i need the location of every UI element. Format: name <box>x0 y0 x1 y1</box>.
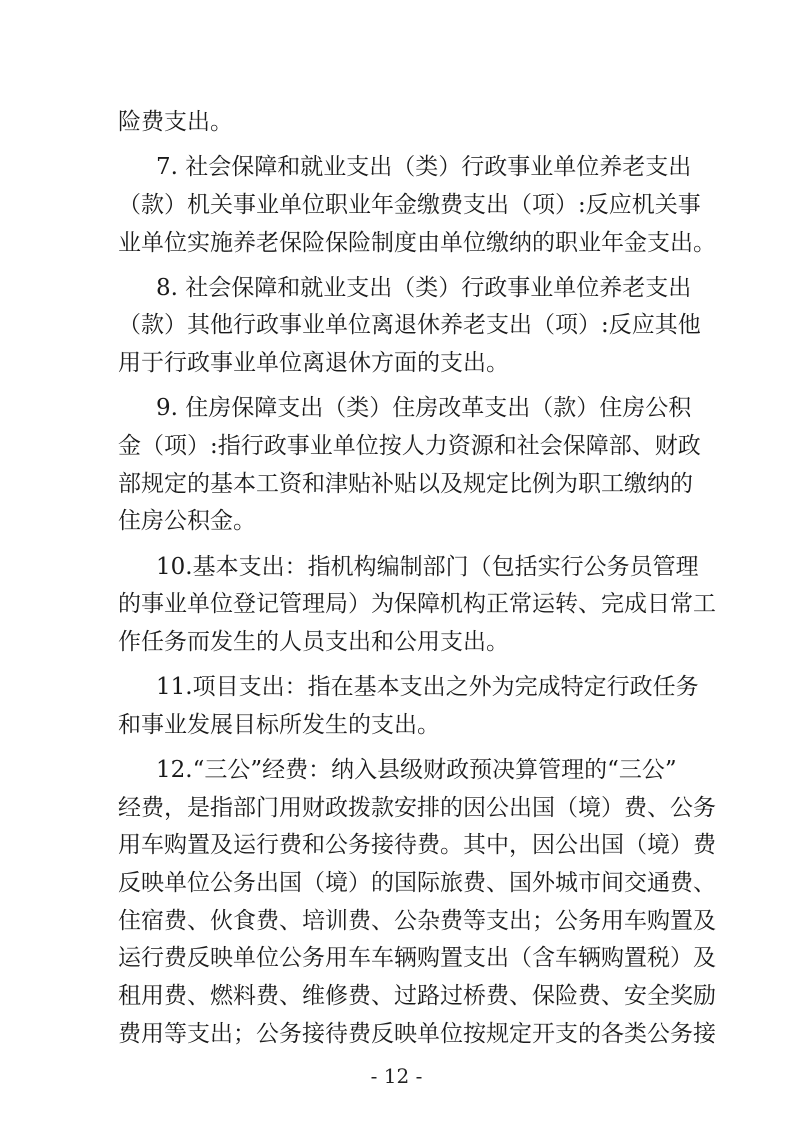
text-line: 用车购置及运行费和公务接待费。其中，因公出国（境）费 <box>118 832 716 859</box>
paragraph <box>118 149 716 262</box>
text-line: 金（项）:指行政事业单位按人力资源和社会保障部、财政 <box>118 433 701 459</box>
text-line: 7. 社会保障和就业支出（类）行政事业单位养老支出 <box>156 154 692 181</box>
text-line: 12.“三公”经费：纳入县级财政预决算管理的“三公” <box>156 757 677 783</box>
page-number: - 12 - <box>370 1064 423 1088</box>
text-line: （款）机关事业单位职业年金缴费支出（项）:反应机关事 <box>118 191 701 218</box>
paragraph <box>118 752 716 1054</box>
text-line: 业单位实施养老保险保险制度由单位缴纳的职业年金支出。 <box>118 229 716 256</box>
text-line: 住宿费、伙食费、培训费、公杂费等支出；公务用车购置及 <box>118 907 716 934</box>
text-line: 经费，是指部门用财政拨款安排的因公出国（境）费、公务 <box>118 794 716 821</box>
text-line: 用于行政事业单位离退休方面的支出。 <box>118 350 509 377</box>
text-line: 住房公积金。 <box>118 508 256 535</box>
paragraph <box>118 270 701 383</box>
text-line: 11.项目支出：指在基本支出之外为完成特定行政任务 <box>156 674 699 701</box>
text-line: 险费支出。 <box>118 109 233 135</box>
text-line: 作任务而发生的人员支出和公用支出。 <box>118 628 509 655</box>
paragraph <box>118 669 699 744</box>
text-line: 和事业发展目标所发生的支出。 <box>118 711 440 738</box>
text-line: 8. 社会保障和就业支出（类）行政事业单位养老支出 <box>156 274 692 301</box>
text-line: 反映单位公务出国（境）的国际旅费、国外城市间交通费、 <box>118 870 716 897</box>
text-line: 部规定的基本工资和津贴补贴以及规定比例为职工缴纳的 <box>118 470 693 497</box>
text-line: 10.基本支出：指机构编制部门（包括实行公务员管理 <box>156 553 699 580</box>
paragraph <box>118 104 676 142</box>
paragraph <box>118 549 716 662</box>
paragraph <box>118 390 701 541</box>
document-body <box>118 104 716 1061</box>
text-line: 运行费反映单位公务用车车辆购置支出（含车辆购置税）及 <box>118 945 716 972</box>
text-line: 9. 住房保障支出（类）住房改革支出（款）住房公积 <box>156 395 692 422</box>
text-line: 租用费、燃料费、维修费、过路过桥费、保险费、安全奖励 <box>118 983 716 1010</box>
text-line: 费用等支出；公务接待费反映单位按规定开支的各类公务接 <box>118 1020 716 1047</box>
text-line: （款）其他行政事业单位离退休养老支出（项）:反应其他 <box>118 312 701 339</box>
text-line: 的事业单位登记管理局）为保障机构正常运转、完成日常工 <box>118 591 716 618</box>
